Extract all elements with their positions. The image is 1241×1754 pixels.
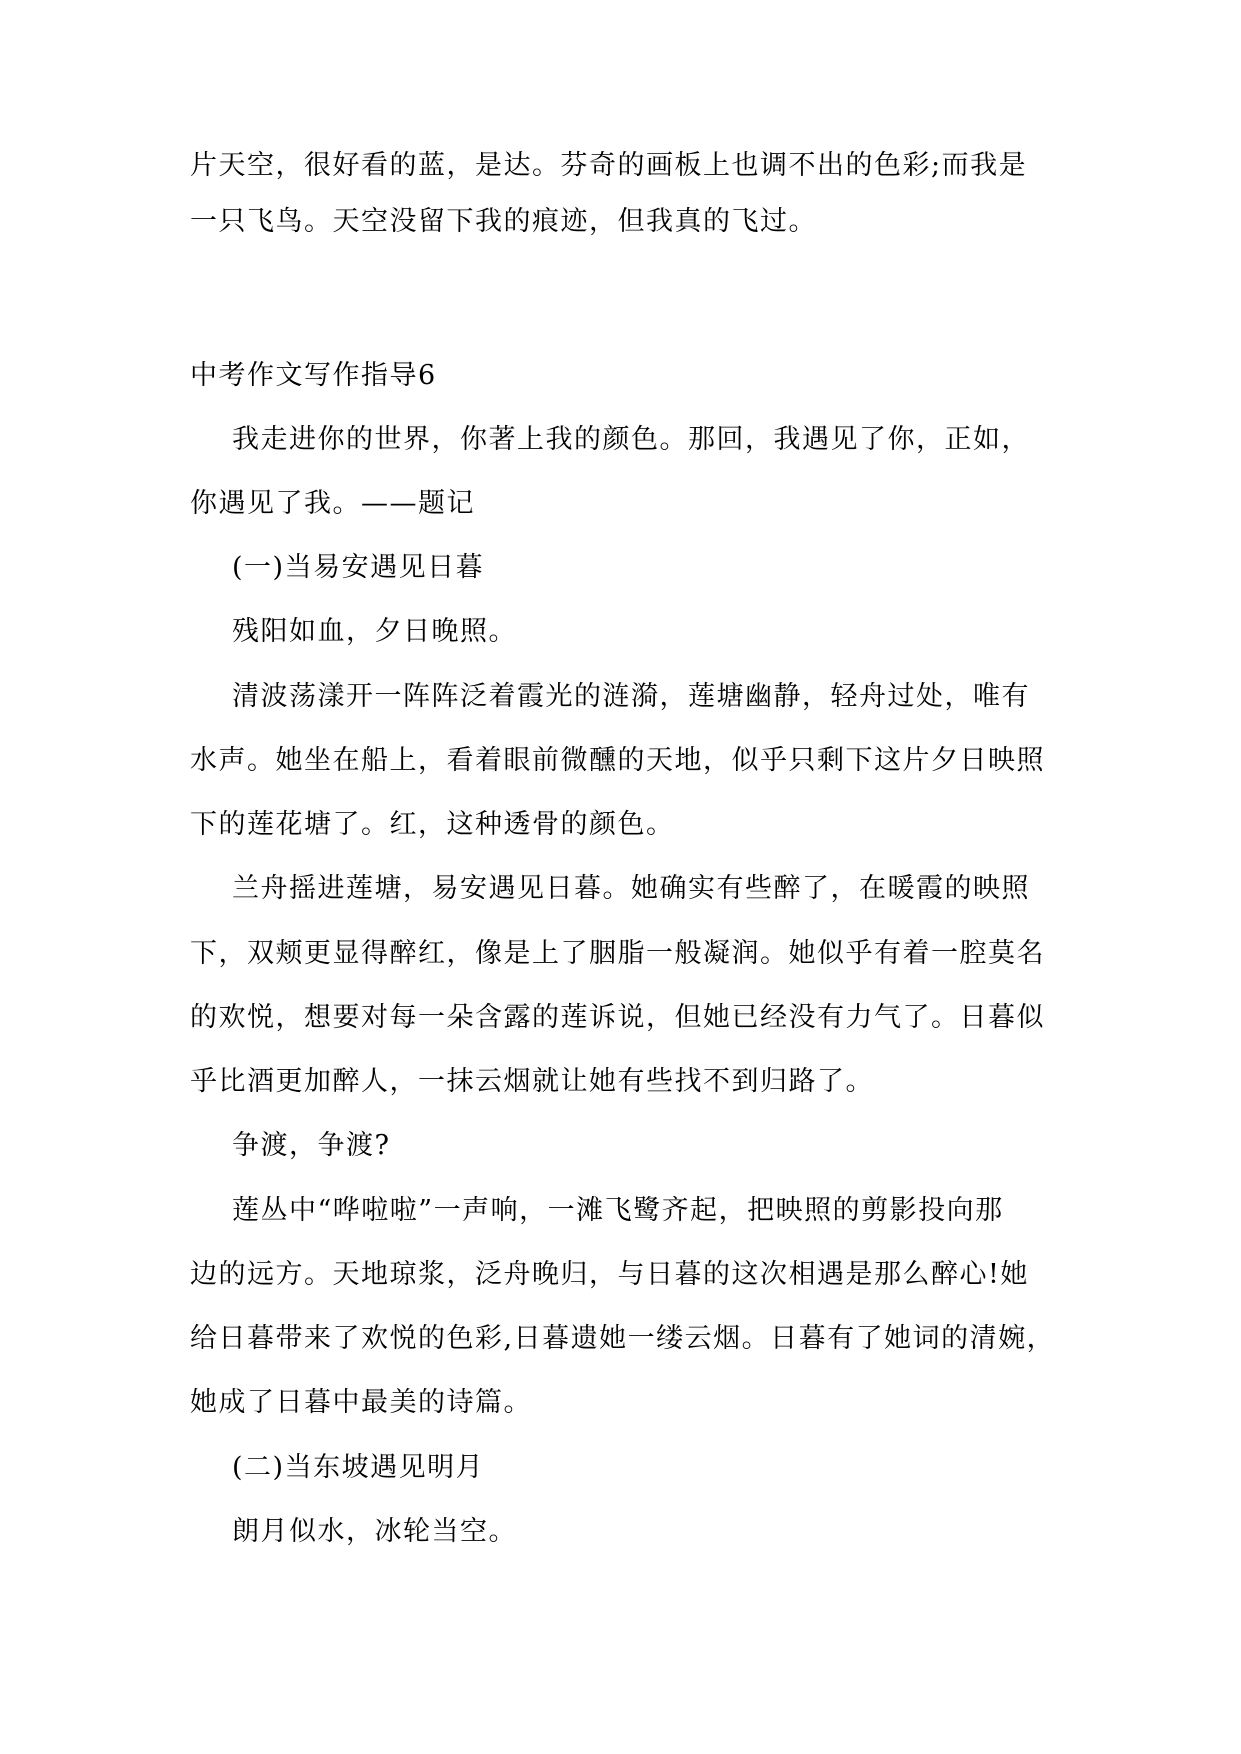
paragraph-line: 残阳如血，夕日晚照。 <box>232 616 517 647</box>
paragraph-line: 兰舟摇进莲塘，易安遇见日暮。她确实有些醉了，在暖霞的映照 <box>232 873 1030 904</box>
paragraph-line: 朗月似水，冰轮当空。 <box>232 1516 517 1547</box>
paragraph-line: 边的远方。天地琼浆，泛舟晚归，与日暮的这次相遇是那么醉心!她 <box>190 1259 1029 1290</box>
paragraph-line: 乎比酒更加醉人，一抹云烟就让她有些找不到归路了。 <box>190 1066 874 1097</box>
paragraph-line: 片天空，很好看的蓝，是达。芬奇的画板上也调不出的色彩;而我是 <box>190 150 1028 181</box>
paragraph-line: 一只飞鸟。天空没留下我的痕迹，但我真的飞过。 <box>190 206 817 237</box>
subsection-heading: (一)当易安遇见日暮 <box>232 552 485 583</box>
paragraph-line: 我走进你的世界，你著上我的颜色。那回，我遇见了你，正如， <box>232 424 1030 455</box>
paragraph-line: 争渡，争渡? <box>232 1130 391 1161</box>
paragraph-line: 下的莲花塘了。红，这种透骨的颜色。 <box>190 809 675 840</box>
section-heading: 中考作文写作指导6 <box>190 360 437 391</box>
paragraph-line: 下，双颊更显得醉红，像是上了胭脂一般凝润。她似乎有着一腔莫名 <box>190 938 1045 969</box>
subsection-heading: (二)当东坡遇见明月 <box>232 1452 485 1483</box>
paragraph-line: 她成了日暮中最美的诗篇。 <box>190 1387 532 1418</box>
paragraph-line: 你遇见了我。——题记 <box>190 488 475 519</box>
paragraph-line: 给日暮带来了欢悦的色彩,日暮遗她一缕云烟。日暮有了她词的清婉， <box>190 1323 1056 1354</box>
paragraph-line: 水声。她坐在船上，看着眼前微醺的天地，似乎只剩下这片夕日映照 <box>190 745 1045 776</box>
paragraph-line: 的欢悦，想要对每一朵含露的莲诉说，但她已经没有力气了。日暮似 <box>190 1002 1045 1033</box>
paragraph-line: 莲丛中“哗啦啦”一声响，一滩飞鹭齐起，把映照的剪影投向那 <box>232 1195 1004 1226</box>
paragraph-line: 清波荡漾开一阵阵泛着霞光的涟漪，莲塘幽静，轻舟过处，唯有 <box>232 681 1030 712</box>
